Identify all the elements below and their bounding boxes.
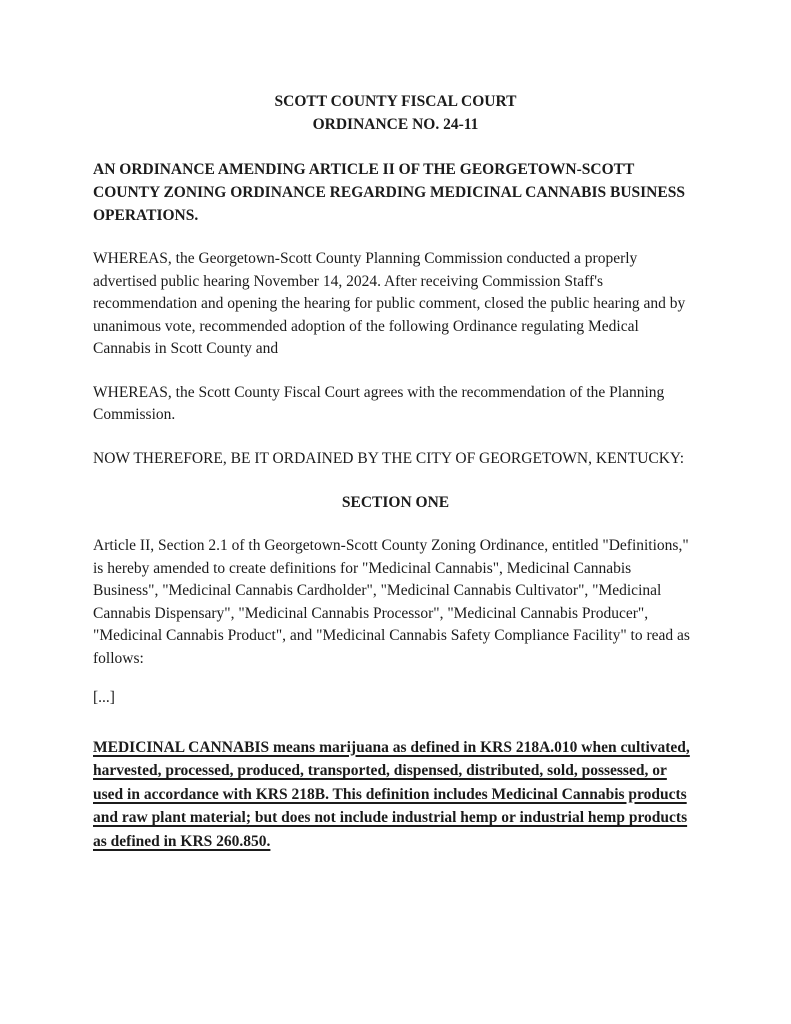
section-one-heading: SECTION ONE [341, 494, 450, 511]
whereas-clause-1: WHEREAS, the Georgetown-Scott County Planning Commission conducted a properly advertised public hearing November 14, 2024. After receiving Commission Staff's recommendation and opening the hearing for public comment, closed the public hearing and by unanimous vote, recommended adoption of the following Ordinance regulating Medical Cannabis in Scott County and [93, 250, 686, 357]
definitions-amendment-paragraph: Article II, Section 2.1 of th Georgetown-Scott County Zoning Ordinance, entitled "Definitions," is hereby amended to create definitions for "Medicinal Cannabis", Medicinal Cannabis Business", "Medicinal Cannabis Cardholder", "Medicinal Cannabis Cultivator", "Medicinal Cannabis Dispensary", "Medicinal Cannabis Processor", "Medicinal Cannabis Producer", "Medicinal Cannabis Product", and "Medicinal Cannabis Safety Compliance Facility" to read as follows: [93, 537, 690, 667]
court-name: SCOTT COUNTY FISCAL COURT [274, 93, 517, 110]
ordinance-number: ORDINANCE NO. 24-11 [312, 116, 479, 133]
omitted-text-marker: [...] [93, 689, 115, 706]
whereas-clause-2: WHEREAS, the Scott County Fiscal Court agrees with the recommendation of the Planning Commission. [93, 383, 665, 423]
enactment-clause: NOW THEREFORE, BE IT ORDAINED BY THE CITY OF GEORGETOWN, KENTUCKY: [93, 449, 684, 467]
document-title [93, 90, 698, 136]
medicinal-cannabis-definition: MEDICINAL CANNABIS means marijuana as defined in KRS 218A.010 when cultivated, harvested, processed, produced, transported, dispensed, distributed, sold, possessed, or used in accordance with KRS 218B. This definition includes Medicinal Cannabis products and raw plant material; but does not include industrial hemp or industrial hemp products as defined in KRS 260.850. [93, 738, 690, 850]
ordinance-heading: AN ORDINANCE AMENDING ARTICLE II OF THE GEORGETOWN-SCOTT COUNTY ZONING ORDINANCE REGARDING MEDICINAL CANNABIS BUSINESS OPERATIONS. [93, 161, 685, 224]
